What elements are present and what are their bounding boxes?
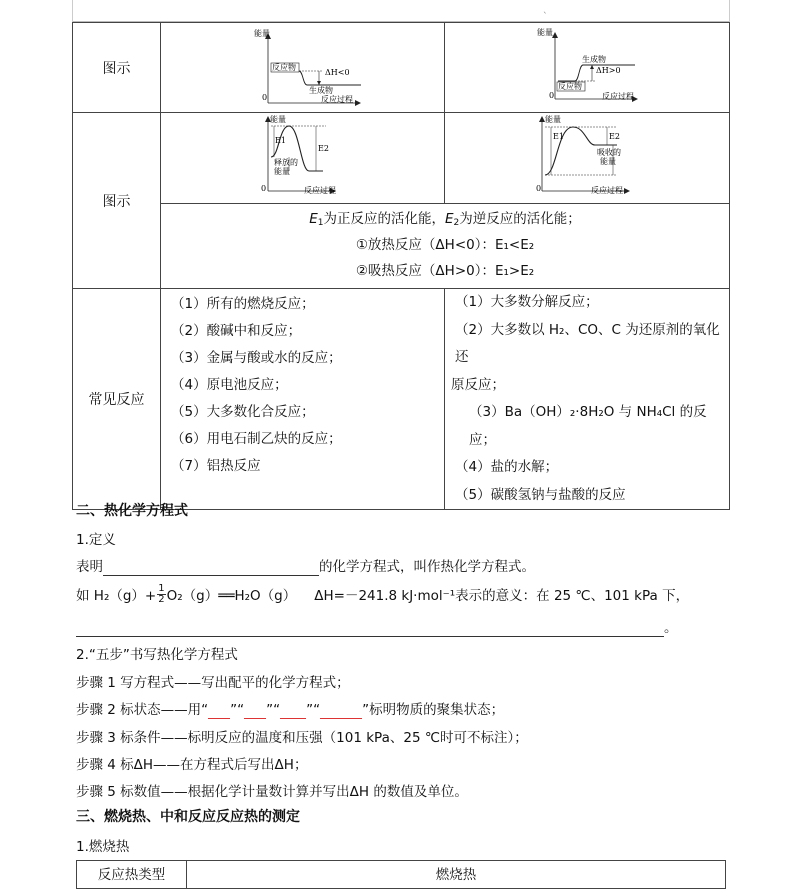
list-item: （6）用电石制乙炔的反应； bbox=[171, 431, 342, 447]
col-header-combustion: 燃烧热 bbox=[187, 861, 726, 889]
released-label: 释放的 bbox=[274, 158, 298, 167]
list-item: （1）大多数分解反应； bbox=[455, 294, 599, 310]
e1-label: E1 bbox=[553, 132, 564, 141]
product-label: 生成物 bbox=[309, 86, 333, 95]
page-top-margin bbox=[72, 0, 730, 22]
released-label-2: 能量 bbox=[274, 167, 290, 176]
row2-label: 图示 bbox=[73, 113, 161, 289]
step-5: 步骤 5 标数值——根据化学计量数计算并写出ΔH 的数值及单位。 bbox=[76, 784, 468, 800]
step-2: 步骤 2 标状态——用“ ”“ ”“ ”“ ”标明物质的聚集状态； bbox=[76, 702, 505, 718]
e1-label: E1 bbox=[275, 136, 286, 145]
product-label: 生成物 bbox=[582, 55, 606, 64]
state-blank-3[interactable] bbox=[280, 702, 306, 719]
list-item: （4）原电池反应； bbox=[171, 377, 288, 393]
absorbed-label-2: 能量 bbox=[600, 157, 616, 166]
definition-blank[interactable] bbox=[103, 559, 319, 576]
absorbed-label: 吸收的 bbox=[597, 148, 621, 157]
state-blank-2[interactable] bbox=[244, 702, 266, 719]
delta-h-label: ΔH>0 bbox=[596, 66, 621, 75]
x-axis-label: 反应过程 bbox=[321, 95, 353, 104]
exothermic-reactions-list bbox=[161, 289, 445, 510]
note-line-2: ①放热反应（ΔH<0）：E₁<E₂ bbox=[355, 237, 535, 253]
header-mark: ` bbox=[543, 12, 548, 22]
list-item: （3）Ba（OH）₂·8H₂O 与 NH₄Cl 的反应； bbox=[469, 404, 707, 448]
row1-label: 图示 bbox=[73, 23, 161, 113]
list-item: （2）酸碱中和反应； bbox=[171, 323, 302, 339]
delta-h-label: ΔH<0 bbox=[325, 68, 350, 77]
list-item: （2）大多数以 H₂、CO、C 为还原剂的氧化还 bbox=[455, 321, 720, 365]
y-axis-label: 能量 bbox=[270, 115, 286, 124]
state-blank-4[interactable] bbox=[320, 702, 362, 719]
exothermic-activation-diagram bbox=[161, 113, 445, 204]
endothermic-activation-diagram bbox=[445, 113, 730, 204]
exothermic-level-diagram bbox=[161, 23, 445, 113]
example-answer-line: 。 bbox=[76, 616, 678, 637]
y-axis-label: 能量 bbox=[537, 28, 553, 37]
reactant-label: 反应物 bbox=[272, 63, 296, 72]
meaning-blank[interactable] bbox=[76, 620, 664, 637]
example-line: 如 H₂（g）+ $\frac{1}{2}$ O₂（g）══H₂O（g） ΔH=－241.8 kJ·mol⁻¹表示的意义：在 25 ℃、101 kPa 下， bbox=[76, 582, 690, 605]
step-4: 步骤 4 标ΔH——在方程式后写出ΔH； bbox=[76, 757, 308, 773]
state-blank-1[interactable] bbox=[208, 702, 230, 719]
definition-line: 表明 的化学方程式，叫作热化学方程式。 bbox=[76, 559, 535, 575]
x-axis-label: 反应过程 bbox=[602, 92, 634, 101]
endothermic-reactions-list bbox=[445, 289, 730, 510]
step-1: 步骤 1 写方程式——写出配平的化学方程式； bbox=[76, 675, 350, 691]
origin-label: 0 bbox=[262, 93, 268, 102]
row3-label: 常见反应 bbox=[73, 289, 161, 510]
combustion-heat-table bbox=[76, 860, 726, 889]
steps-title: 2.“五步”书写热化学方程式 bbox=[76, 647, 238, 663]
e2-label: E2 bbox=[318, 144, 329, 153]
activation-energy-notes bbox=[161, 204, 730, 289]
list-item: 原反应； bbox=[451, 376, 505, 393]
list-item: （5）大多数化合反应； bbox=[171, 404, 315, 420]
note-line-1: $E_1$为正反应的活化能，$E_2$为逆反应的活化能； bbox=[309, 211, 581, 228]
origin-label: 0 bbox=[536, 184, 542, 193]
step-3: 步骤 3 标条件——标明反应的温度和压强（101 kPa、25 ℃时可不标注）； bbox=[76, 730, 528, 746]
endothermic-level-diagram bbox=[445, 23, 730, 113]
list-item: （7）铝热反应 bbox=[171, 458, 261, 474]
definition-title: 1.定义 bbox=[76, 532, 116, 548]
e2-label: E2 bbox=[609, 132, 620, 141]
list-item: （1）所有的燃烧反应； bbox=[171, 296, 315, 312]
x-axis-label: 反应过程 bbox=[304, 186, 336, 195]
list-item: （5）碳酸氢钠与盐酸的反应 bbox=[455, 486, 626, 503]
origin-label: 0 bbox=[261, 184, 267, 193]
list-item: （3）金属与酸或水的反应； bbox=[171, 350, 342, 366]
y-axis-label: 能量 bbox=[254, 29, 270, 38]
reaction-heat-table bbox=[72, 22, 730, 510]
section-2-heading: 二、热化学方程式 bbox=[76, 503, 188, 519]
x-axis-label: 反应过程 bbox=[591, 186, 623, 195]
note-line-3: ②吸热反应（ΔH>0）：E₁>E₂ bbox=[355, 263, 535, 279]
list-item: （4）盐的水解； bbox=[455, 459, 559, 475]
combustion-title: 1.燃烧热 bbox=[76, 839, 130, 855]
section-3-heading: 三、燃烧热、中和反应反应热的测定 bbox=[76, 809, 300, 825]
y-axis-label: 能量 bbox=[545, 115, 561, 124]
origin-label: 0 bbox=[549, 91, 555, 100]
one-half-fraction: $\frac{1}{2}$ bbox=[158, 582, 165, 605]
col-header-type: 反应热类型 bbox=[77, 861, 187, 889]
reactant-label: 反应物 bbox=[558, 82, 582, 91]
